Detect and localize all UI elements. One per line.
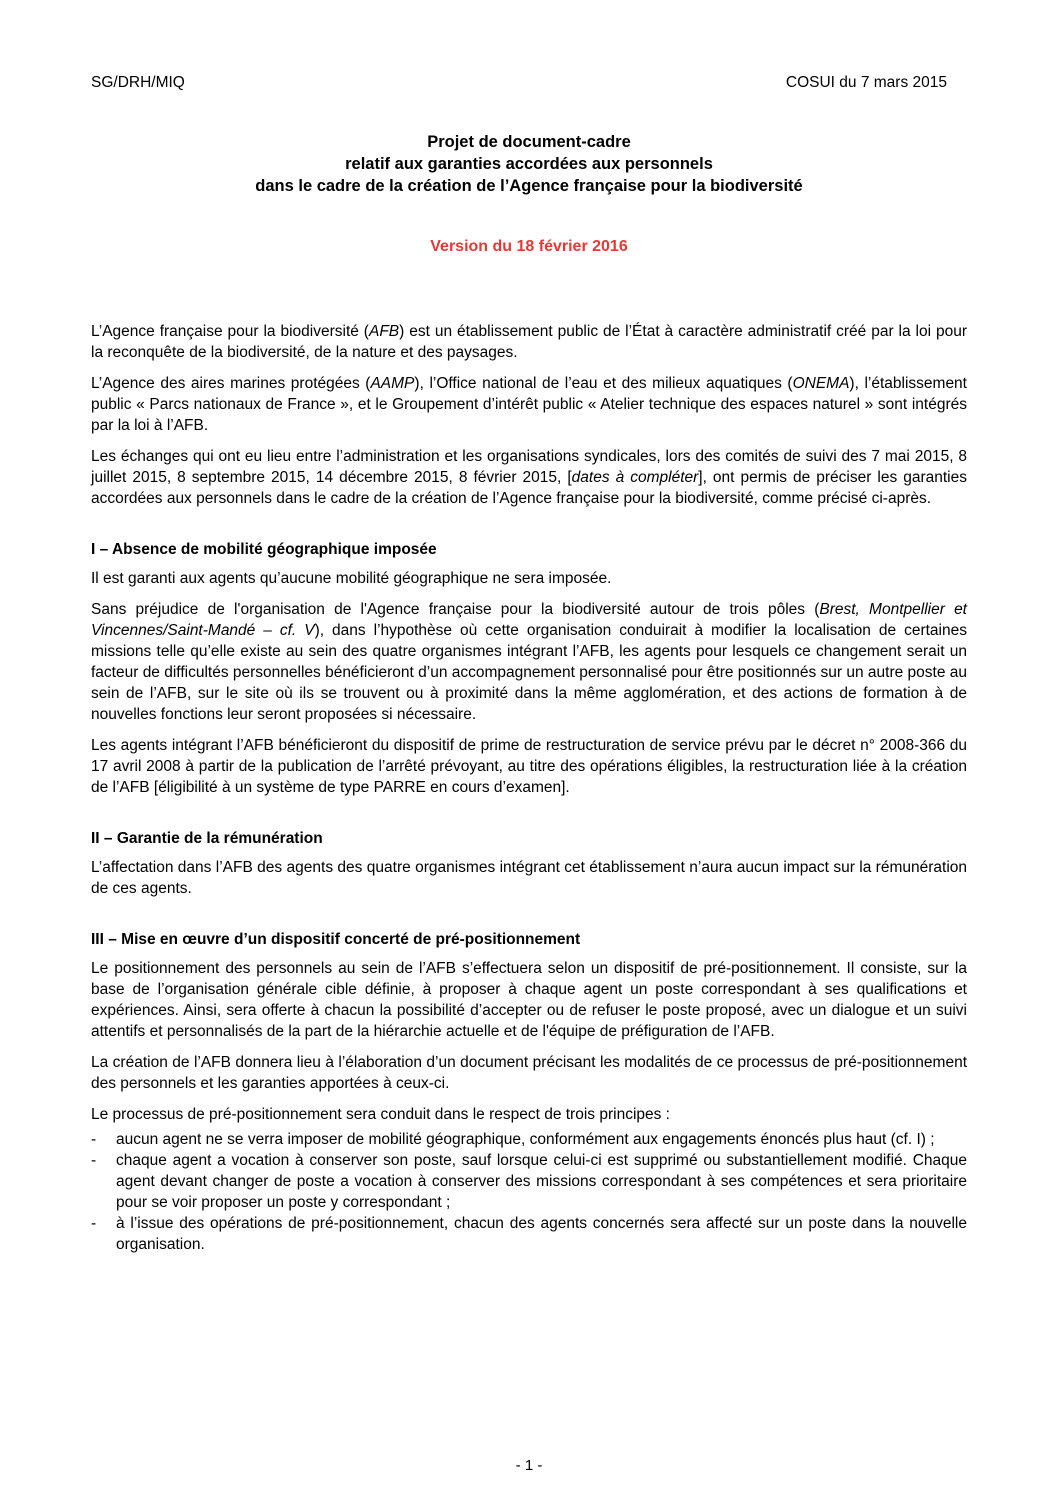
section-1-paragraph-2 (91, 599, 967, 725)
section-1-paragraph-1: Il est garanti aux agents qu’aucune mobilité géographique ne sera imposée. (91, 570, 612, 587)
list-item (91, 1129, 967, 1150)
list-item (91, 1150, 967, 1213)
document-body (91, 321, 967, 1255)
text-run: ], ont permis de préciser les garanties accordées aux personnels dans le cadre de la création de l’Agence française pour la biodiversité, comme précisé ci-après. (91, 469, 967, 507)
intro-paragraph-3 (91, 446, 967, 509)
italic-run: AAMP (370, 375, 415, 392)
italic-run: Brest, Montpellier et Vincennes/Saint-Mandé – cf. V (91, 601, 967, 639)
list-item-text: chaque agent a vocation à conserver son poste, sauf lorsque celui-ci est supprimé ou substantiellement modifié. Chaque agent devant changer de poste a vocation à conserver des missions correspondant à ses compétences et sera prioritaire pour se voir proposer un poste y correspondant ; (116, 1152, 967, 1211)
version-date: Version du 18 février 2016 (430, 238, 628, 255)
title-line-2: relatif aux garanties accordées aux personnels (345, 155, 713, 173)
header-right: COSUI du 7 mars 2015 (785, 74, 947, 91)
italic-run: AFB (368, 323, 400, 340)
document-title (91, 131, 967, 197)
text-run: ), dans l’hypothèse où cette organisation conduirait à modifier la localisation de certaines missions telle qu’elle existe au sein des quatre organismes intégrant l’AFB, les agents pour lesquels ce changement serait un facteur de difficultés personnelles bénéficieront d’un accompagnement personnalisé pour être positionnés sur un autre poste au sein de l’AFB, sur le site où ils se trouvent ou à proximité dans la même agglomération, et des actions de formation à de nouvelles fonctions leur seront proposées si nécessaire. (91, 622, 968, 723)
page-number: - 1 - (515, 1457, 543, 1474)
list-item-text: à l’issue des opérations de pré-positionnement, chacun des agents concernés sera affecté sur un poste dans la nouvelle organisation. (116, 1215, 967, 1253)
list-dash: - (91, 1131, 97, 1148)
section-1-paragraph-3: Les agents intégrant l’AFB bénéficieront du dispositif de prime de restructuration de service prévu par le décret n° 2008-366 du 17 avril 2008 à partir de la publication de l’arrêté prévoyant, au titre des opérations éligibles, la restructuration liée à la création de l’AFB [éligibilité à un système de type PARRE en cours d’examen]. (91, 737, 967, 796)
list-dash: - (91, 1152, 97, 1169)
text-run: ), l’établissement public « Parcs nationaux de France », et le Groupement d’intérêt public « Atelier technique des espaces naturel » sont intégrés par la loi à l’AFB. (91, 375, 967, 434)
list-dash: - (91, 1215, 97, 1232)
title-line-1: Projet de document-cadre (427, 133, 631, 151)
text-run: ), l’Office national de l’eau et des milieux aquatiques ( (414, 375, 793, 392)
header-left: SG/DRH/MIQ (91, 74, 185, 91)
section-2-heading: II – Garantie de la rémunération (91, 830, 323, 847)
text-run: L’Agence des aires marines protégées ( (91, 375, 371, 392)
italic-run: ONEMA (792, 375, 850, 392)
text-run: Sans préjudice de l'organisation de l'Agence française pour la biodiversité autour de trois pôles ( (91, 601, 820, 618)
text-run: ) est un établissement public de l’État à caractère administratif créé par la loi pour la reconquête de la biodiversité, de la nature et des paysages. (91, 323, 968, 361)
text-run: L’Agence française pour la biodiversité ( (91, 323, 369, 340)
section-3-paragraph-2: La création de l’AFB donnera lieu à l’élaboration d’un document précisant les modalités de ce processus de pré-positionnement des personnels et les garanties apportées à ceux-ci. (91, 1054, 967, 1092)
intro-paragraph-1 (91, 321, 967, 363)
title-line-3: dans le cadre de la création de l’Agence française pour la biodiversité (255, 177, 803, 195)
section-1-heading: I – Absence de mobilité géographique imposée (91, 541, 437, 558)
section-3-paragraph-1: Le positionnement des personnels au sein de l’AFB s’effectuera selon un dispositif de pré-positionnement. Il consiste, sur la base de l’organisation générale cible définie, à proposer à chaque agent un poste correspondant à ses qualifications et expériences. Ainsi, sera offerte à chacun la possibilité d’accepter ou de refuser le poste proposé, avec un dialogue et un suivi attentifs et personnalisés de la part de la hiérarchie actuelle et de l'équipe de préfiguration de l’AFB. (91, 960, 967, 1040)
principles-list (91, 1129, 967, 1255)
italic-run: dates à compléter (571, 469, 699, 486)
section-3-heading: III – Mise en œuvre d’un dispositif concerté de pré-positionnement (91, 931, 581, 948)
section-3-paragraph-3: Le processus de pré-positionnement sera conduit dans le respect de trois principes : (91, 1106, 670, 1123)
intro-paragraph-2 (91, 373, 967, 436)
list-item (91, 1213, 967, 1255)
section-2-paragraph-1: L’affectation dans l’AFB des agents des quatre organismes intégrant cet établissement n’aura aucun impact sur la rémunération de ces agents. (91, 859, 967, 897)
list-item-text: aucun agent ne se verra imposer de mobilité géographique, conformément aux engagements énoncés plus haut (cf. I) ; (116, 1131, 935, 1148)
text-run: Les échanges qui ont eu lieu entre l’administration et les organisations syndicales, lors des comités de suivi des 7 mai 2015, 8 juillet 2015, 8 septembre 2015, 14 décembre 2015, 8 février 2015, [ (91, 448, 967, 486)
